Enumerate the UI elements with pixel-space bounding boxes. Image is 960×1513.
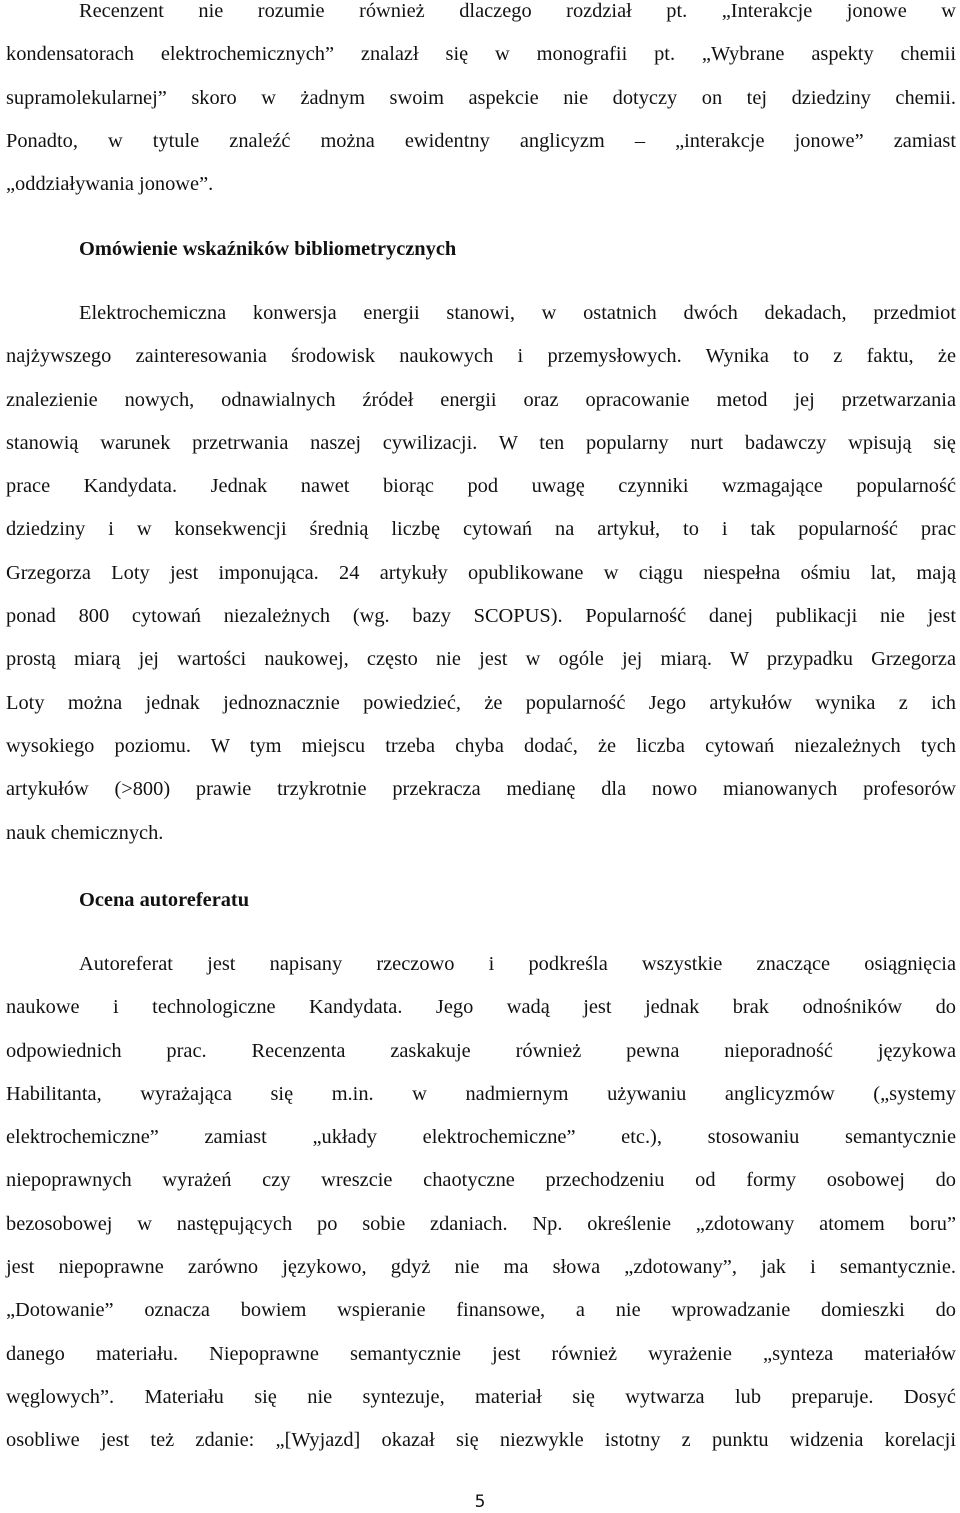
text-line: najżywszego zainteresowania środowisk naukowych i przemysłowych. Wynika to z faktu, że [6, 345, 956, 368]
text-line: Habilitanta, wyrażająca się m.in. w nadmiernym używaniu anglicyzmów („systemy [6, 1082, 956, 1105]
paragraph-bibliometrics [6, 292, 956, 855]
text-line: znalezienie nowych, odnawialnych źródeł energii oraz opracowanie metod jej przetwarzania [6, 388, 956, 411]
text-line: dziedziny i w konsekwencji średnią liczbę cytowań na artykuł, to i tak popularność prac [6, 518, 956, 541]
text-line: wysokiego poziomu. W tym miejscu trzeba chyba dodać, że liczba cytowań niezależnych tych [6, 734, 956, 757]
text-line: Autoreferat jest napisany rzeczowo i podkreśla wszystkie znaczące osiągnięcia [79, 953, 956, 975]
text-line: prace Kandydata. Jednak nawet biorąc pod uwagę czynniki wzmagające popularność [6, 475, 956, 498]
text-line: Grzegorza Loty jest imponująca. 24 artykuły opublikowane w ciągu niespełna ośmiu lat, mają [6, 561, 956, 584]
text-line: kondensatorach elektrochemicznych” znalazł się w monografii pt. „Wybrane aspekty chemii [6, 43, 956, 66]
text-line: elektrochemiczne” zamiast „układy elektrochemiczne” etc.), stosowaniu semantycznie [6, 1126, 956, 1149]
text-line: prostą miarą jej wartości naukowej, często nie jest w ogóle jej miarą. W przypadku Grzegorza [6, 648, 956, 671]
page-number: 5 [474, 1492, 486, 1512]
text-line: węglowych”. Materiału się nie syntezuje, materiał się wytwarza lub preparuje. Dosyć [6, 1385, 956, 1408]
text-line: Recenzent nie rozumie również dlaczego rozdział pt. „Interakcje jonowe w [79, 0, 956, 22]
text-line: danego materiału. Niepoprawne semantycznie jest również wyrażenie „synteza materiałów [6, 1342, 956, 1365]
section-heading-autoreferat: Ocena autoreferatu [79, 889, 250, 911]
text-line: nauk chemicznych. [6, 821, 164, 844]
text-line: odpowiednich prac. Recenzenta zaskakuje również pewna nieporadność językowa [6, 1039, 956, 1062]
text-line: bezosobowej w następujących po sobie zdaniach. Np. określenie „zdotowany atomem boru” [6, 1212, 956, 1235]
text-line: stanowią warunek przetrwania naszej cywilizacji. W ten popularny nurt badawczy wpisują się [6, 431, 956, 454]
text-line: Loty można jednak jednoznacznie powiedzieć, że popularność Jego artykułów wynika z ich [6, 691, 956, 714]
text-line: ponad 800 cytowań niezależnych (wg. bazy SCOPUS). Popularność danej publikacji nie jest [6, 605, 956, 628]
section-heading-bibliometrics: Omówienie wskaźników bibliometrycznych [79, 238, 457, 260]
text-line: „oddziaływania jonowe”. [6, 173, 214, 196]
text-line: „Dotowanie” oznacza bowiem wspieranie finansowe, a nie wprowadzanie domieszki do [6, 1299, 956, 1322]
text-line: supramolekularnej” skoro w żadnym swoim aspekcie nie dotyczy on tej dziedziny chemii. [6, 86, 956, 109]
text-line: naukowe i technologiczne Kandydata. Jego wadą jest jednak brak odnośników do [6, 996, 956, 1019]
text-line: Elektrochemiczna konwersja energii stanowi, w ostatnich dwóch dekadach, przedmiot [79, 302, 956, 324]
text-line: osobliwe jest też zdanie: „[Wyjazd] okazał się niezwykle istotny z punktu widzenia korelacji [6, 1429, 956, 1452]
text-line: Ponadto, w tytule znaleźć można ewidentny anglicyzm – „interakcje jonowe” zamiast [6, 129, 956, 152]
paragraph-autoreferat [6, 943, 956, 1463]
text-line: jest niepoprawne zarówno językowo, gdyż nie ma słowa „zdotowany”, jak i semantycznie. [6, 1256, 956, 1279]
paragraph-monograph-remarks [6, 0, 956, 206]
text-line: artykułów (>800) prawie trzykrotnie przekracza medianę dla nowo mianowanych profesorów [6, 778, 956, 801]
text-line: niepoprawnych wyrażeń czy wreszcie chaotyczne przechodzeniu od formy osobowej do [6, 1169, 956, 1192]
